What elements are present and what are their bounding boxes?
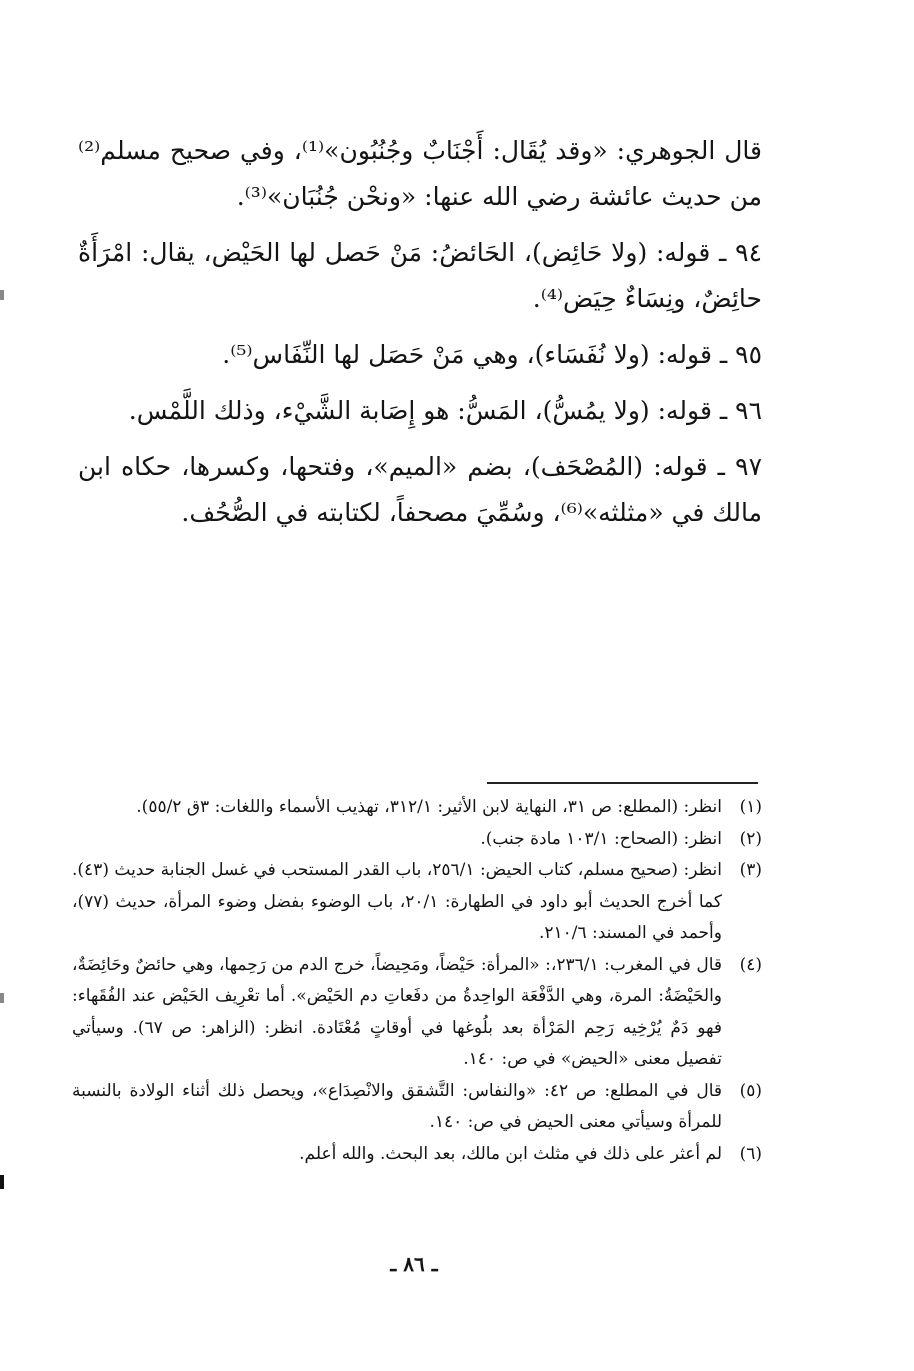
paragraph-intro: قال الجوهري: «وقد يُقَال: أَجْنَابٌ وجُنُبُون»⁽¹⁾، وفي صحيح مسلم⁽²⁾ من حديث عائشة رضي الله عنها: «ونحْن جُنُبَان»⁽³⁾. xyxy=(78,136,762,211)
footnote-1 xyxy=(72,792,762,824)
footnote-number: (٥) xyxy=(739,1080,762,1101)
scan-edge-mark xyxy=(0,1175,4,1189)
footnote-3 xyxy=(72,855,762,950)
footnote-5 xyxy=(72,1076,762,1139)
footnote-6 xyxy=(72,1139,762,1171)
footnote-text: قال في المطلع: ص ٤٢: «والنفاس: التَّشقق والانْصِدَاع»، ويحصل ذلك أثناء الولادة بالنسبة للمرأة وسيأتي معنى الحيض في ص: ١٤٠. xyxy=(72,1080,722,1132)
footnote-number: (٦) xyxy=(739,1143,762,1164)
footnote-text: قال في المغرب: ٢٣٦/١،: «المرأة: حَيْضاً، ومَحِيضاً، خرج الدم من رَحِمها، وهي حائضٌ وحَائِضَةٌ، والحَيْضَةُ: المرة، وهي الدَّفْعَة الواحِدةُ من دفَعاتِ دم الحَيْض». أما تعْرِيف الحَيْض عند الفُقَهاء: فهو دَمٌ يُرْخِيه رَحِم المَرْأة بعد بلُوغها في أوقاتٍ مُعْتَادة. انظر: (الزاهر: ص ٦٧). وسيأتي تفصيل معنى «الحيض» في ص: ١٤٠. xyxy=(72,954,723,1069)
footnote-text: انظر: (صحيح مسلم، كتاب الحيض: ٢٥٦/١، باب القدر المستحب في غسل الجنابة حديث (٤٣). كما أخرج الحديث أبو داود في الطهارة: ٢٠/١، باب الوضوء بفضل وضوء المرأة، حديث (٧٧)، وأحمد في المسند: ٢١٠/٦. xyxy=(72,860,722,943)
page-number: ـ ٨٦ ـ xyxy=(390,1252,438,1276)
footnote-4 xyxy=(72,950,762,1076)
scan-edge-mark xyxy=(0,993,4,1003)
paragraph-97: ٩٧ ـ قوله: (المُصْحَف)، بضم «الميم»، وفتحها، وكسرها، حكاه ابن مالك في «مثلثه»⁽⁶⁾، وسُمِّيَ مصحفاً، لكتابته في الصُّحُف. xyxy=(78,452,762,527)
footnote-2 xyxy=(72,824,762,856)
main-text xyxy=(78,128,762,546)
footnote-text: انظر: (الصحاح: ١٠٣/١ مادة جنب). xyxy=(480,828,722,849)
footnote-number: (٣) xyxy=(739,860,762,880)
footnote-number: (١) xyxy=(739,797,762,817)
footnote-number: (٤) xyxy=(739,954,762,975)
footnote-separator xyxy=(487,782,758,784)
paragraph-96: ٩٦ ـ قوله: (ولا يمُسُّ)، المَسُّ: هو إِصَابة الشَّيْء، وذلك اللَّمْس. xyxy=(128,396,762,425)
footnotes xyxy=(72,792,762,1170)
scan-edge-mark xyxy=(0,290,4,300)
footnote-text: لم أعثر على ذلك في مثلث ابن مالك، بعد البحث. والله أعلم. xyxy=(299,1143,722,1164)
paragraph-95: ٩٥ ـ قوله: (ولا نُفَسَاء)، وهي مَنْ حَصَل لها النِّفَاس⁽⁵⁾. xyxy=(222,340,762,369)
footnote-text: انظر: (المطلع: ص ٣١، النهاية لابن الأثير: ٣١٢/١، تهذيب الأسماء واللغات: ٣ق ٥٥/٢). xyxy=(136,797,722,817)
paragraph-94: ٩٤ ـ قوله: (ولا حَائِض)، الحَائضُ: مَنْ حَصل لها الحَيْض، يقال: امْرَأَةٌ حائِضٌ، ونِسَاءٌ حِيَض⁽⁴⁾. xyxy=(78,238,762,313)
footnote-number: (٢) xyxy=(739,828,762,849)
